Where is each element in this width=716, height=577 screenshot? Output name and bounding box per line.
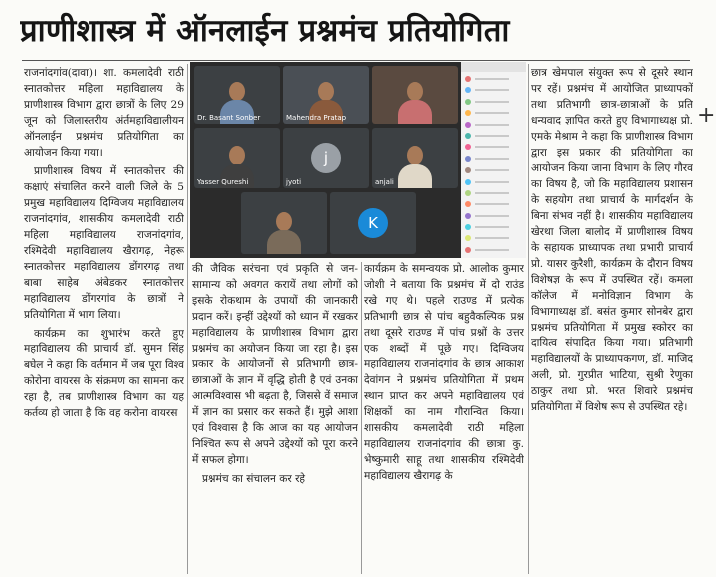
column-divider xyxy=(528,64,529,574)
crosshair-mark: + xyxy=(697,103,716,128)
column-divider xyxy=(361,262,362,574)
participant-tile xyxy=(372,66,458,124)
column-divider xyxy=(187,64,188,574)
participant-tile xyxy=(241,192,327,254)
headline-rule xyxy=(22,60,690,61)
article-column-1 xyxy=(24,66,184,574)
participant-tile xyxy=(283,66,369,124)
article-column-2 xyxy=(192,262,358,574)
paragraph: प्राणीशास्त्र विषय में स्नातकोत्तर की कक्षाएं संचालित करने वाली जिले के 5 प्रमुख महाविद्यालय दिग्विजय महाविद्यालय राजनांदगांव, शासकीय कमलादेवी राठी महिला महाविद्यालय राजनांदगांव, रश्मिदेवी महाविद्यालय खैरागढ़, नेहरू स्नातकोत्तर महाविद्यालय डोंगरगढ़ तथा बाबा साहेब अंबेडकर स्नातकोत्तर महाविद्यालय डोंगरगांव के छात्रों ने प्रतियोगिता में भाग लिया। xyxy=(24,165,184,321)
participant-name: anjali xyxy=(375,178,394,186)
paragraph: छात्र खेमपाल संयुक्त रूप से दूसरे स्थान पर रहें। प्रश्नमंच में आयोजित प्राध्यापकों तथा प्रतिभागी छात्र-छात्राओं के प्रति धन्यवाद ज्ञापित करते हुए विभागाध्यक्ष प्रो. एमके मेश्राम ने कहा कि प्राणीशास्त्र विभाग द्वारा इस प्रकार की प्रतियोगिता का आयोजन किया जाना विभाग के लिए गौरव का विषय है, जो कि महाविद्यालय प्रशासन के सहयोग तथा प्राचार्य के मार्गदर्शन के बिना संभव नहीं है। शासकीय महाविद्यालय खेरथा जिला बालोद में प्राणीशास्त्र विषय के सहायक प्राध्यापक तथा प्रभारी प्राचार्य प्रो. यासर कुरैशी, कार्यक्रम के दौरान विषय विशेषज्ञ के रूप में उपस्थित रहें। कमला कॉलेज में मनोविज्ञान विभाग के विभागाध्यक्ष डॉ. बसंत कुमार सोनबेर द्वारा प्रश्नमंच प्रतियोगिता में प्रमुख स्कोरर का दायित्व संपादित किया गया। प्रतिभागी महाविद्यालयों के प्राध्यापकगण, डॉ. माजिद अली, प्रो. गुरप्रीत भाटिया, सुश्री रेणुका ठाकुर तथा प्रो. भरत शिवारे प्रश्नमंच प्रतियोगिता में विशेष रूप से उपस्थित रहे। xyxy=(531,67,693,414)
participant-tile xyxy=(372,128,458,188)
article-column-3 xyxy=(364,262,524,574)
participant-tile xyxy=(194,128,280,188)
participant-avatar xyxy=(267,212,301,254)
paragraph: प्रश्नमंच का संचालन कर रहे xyxy=(202,472,306,485)
participant-avatar xyxy=(398,146,432,188)
paragraph: कार्यक्रम के समन्वयक प्रो. आलोक कुमार जोशी ने बताया कि प्रश्नमंच में दो राउंड रखे गए थे। पहले राउण्ड में प्रत्येक प्रतिभागी छात्र से पांच बहुवैकल्पिक प्रश्न तथा दूसरे राउण्ड में पांच प्रश्नों के उत्तर एक शब्दों में पूछे गए। दिग्विजय महाविद्यालय राजनांदगांव के छात्र आकाश देवांगन ने प्रश्नमंच प्रतियोगिता में प्रथम स्थान प्राप्त कर अपने महाविद्यालय एवं शिक्षकों का नाम गौरान्वित किया। शासकीय कमलादेवी राठी महिला महाविद्यालय राजनांदगांव की छात्रा कु. भेष्कुमारी साहू तथा शासकीय रश्मिदेवी महाविद्यालय खैरागढ़ के xyxy=(364,263,524,482)
headline: प्राणीशास्त्र में ऑनलाईन प्रश्नमंच प्रतियोगिता xyxy=(20,13,510,49)
paragraph: कार्यक्रम का शुभारंभ करते हुए महाविद्यालय की प्राचार्य डॉ. सुमन सिंह बघेल ने कहा कि वर्तमान में जब पूरा विश्व कोरोना वायरस के संक्रमण का सामना कर रहा है, तब प्राणीशास्त्र विभाग का यह कर्तव्य हो जाता है कि वह करोना वायरस xyxy=(24,327,184,420)
participant-name: Yasser Qureshi xyxy=(197,178,249,186)
paragraph: की जैविक सरंचना एवं प्रकृति से जन-सामान्य को अवगत करायें तथा लोगों को इसके रोकथाम के उपायों की जानकारी प्रदान करें। इन्हीं उद्देश्यों को ध्यान में रखकर महाविद्यालय के प्राणीशास्त्र विभाग द्वारा प्रश्नमंच का अयोजन किया जा रहा है। इस प्रकार के आयोजनों से प्रतिभागी छात्र-छात्राओं के ज्ञान में वृद्धि होती है एवं उनका आत्मविश्वास भी बढ़ता है, जिससे वें समाज में ज्ञान का प्रसार कर सकते हैं। मुझे आशा एवं विश्वास है कि आज का यह आयोजन निश्चित रूप से अपने उद्देश्यों को पूरा करने में सफल होगा। xyxy=(192,263,358,466)
participant-initial: K xyxy=(358,208,388,238)
participant-avatar xyxy=(398,82,432,124)
participant-tile xyxy=(194,66,280,124)
participant-initial: j xyxy=(311,143,341,173)
paragraph: राजनांदगांव(दावा)। शा. कमलादेवी राठी स्नातकोत्तर महिला महाविद्यालय के प्राणीशास्त्र विभाग द्वारा छात्रों के लिए 29 जून को जिलास्तरीय अंर्तमहाविद्यालीयन ऑनलाईन प्रश्नमंच प्रतियोगिता का आयोजन किया गया। xyxy=(24,67,184,159)
participant-name: Mahendra Pratap xyxy=(286,114,347,122)
participant-name: Dr. Basant Sonber xyxy=(197,114,261,122)
participant-name: jyoti xyxy=(286,178,302,186)
participant-tile xyxy=(330,192,416,254)
article-column-4 xyxy=(531,66,693,574)
video-conference-photo xyxy=(190,62,526,258)
participant-tile xyxy=(283,128,369,188)
participant-sidebar xyxy=(461,62,526,258)
